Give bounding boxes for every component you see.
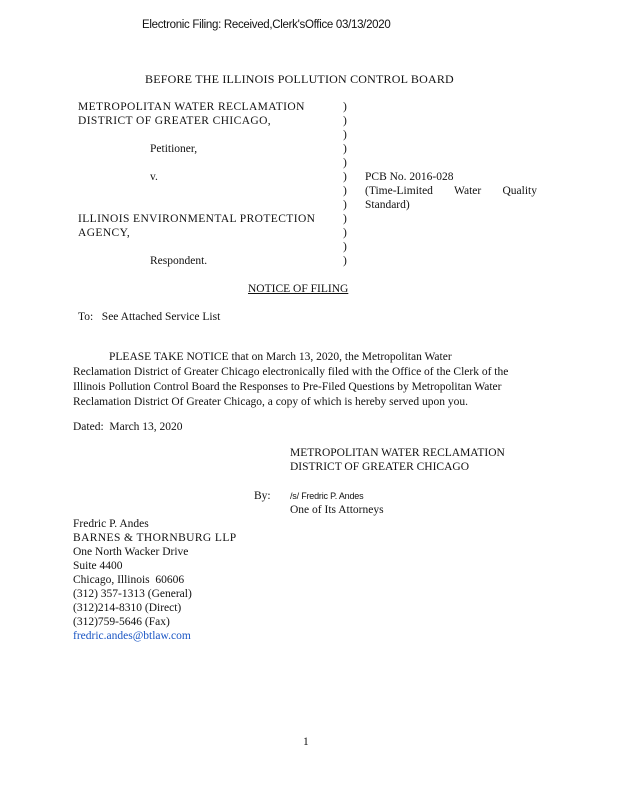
caption-paren: ) [343,213,347,225]
caption-paren: ) [343,101,347,113]
attorney-name: Fredric P. Andes [73,518,149,530]
caption-paren: ) [343,185,347,197]
notice-title: NOTICE OF FILING [248,283,349,295]
electronic-signature: /s/ Fredric P. Andes [290,491,364,501]
caption-paren: ) [343,241,347,253]
address-city: Chicago, Illinois 60606 [73,574,185,586]
to-line: To: See Attached Service List [78,311,221,323]
page-number: 1 [303,736,309,748]
caption-paren: ) [343,143,347,155]
firm-name: BARNES & THORNBURG LLP [73,532,237,544]
address-line1: One North Wacker Drive [73,546,189,558]
board-title: BEFORE THE ILLINOIS POLLUTION CONTROL BOARD [145,72,454,86]
phone-direct: (312)214-8310 (Direct) [73,602,182,614]
notice-body-line: Reclamation District Of Greater Chicago, a copy of which is hereby served upon you. [73,396,469,408]
signature-role: One of Its Attorneys [290,504,384,516]
notice-body-line: Illinois Pollution Control Board the Responses to Pre-Filed Questions by Metropolitan Water [73,381,502,393]
signature-org-line2: DISTRICT OF GREATER CHICAGO [290,461,470,473]
signature-org-line1: METROPOLITAN WATER RECLAMATION [290,447,505,459]
caption-paren: ) [343,129,347,141]
caption-paren: ) [343,115,347,127]
by-label: By: [254,490,271,502]
caption-paren: ) [343,157,347,169]
caption-bracket [343,100,353,268]
notice-body-line: Reclamation District of Greater Chicago electronically filed with the Office of the Clerk of the [73,366,509,378]
email-link[interactable]: fredric.andes@btlaw.com [73,630,191,642]
fax-number: (312)759-5646 (Fax) [73,616,170,628]
caption-paren: ) [343,227,347,239]
filing-stamp: Electronic Filing: Received,Clerk'sOffice 03/13/2020 [142,19,391,31]
respondent-name-line2: AGENCY, [78,227,131,239]
notice-body [73,350,528,410]
caption-paren: ) [343,255,347,267]
petitioner-name-line2: DISTRICT OF GREATER CHICAGO, [78,115,272,127]
versus-label: v. [150,171,158,183]
petitioner-role: Petitioner, [150,143,198,155]
dated-line: Dated: March 13, 2020 [73,421,183,433]
phone-general: (312) 357-1313 (General) [73,588,192,600]
petitioner-name-line1: METROPOLITAN WATER RECLAMATION [78,101,305,113]
respondent-role: Respondent. [150,255,208,267]
caption-paren: ) [343,199,347,211]
caption-paren: ) [343,171,347,183]
case-description-line1: (Time-Limited Water Quality [365,185,537,197]
case-number: PCB No. 2016-028 [365,171,454,183]
respondent-name-line1: ILLINOIS ENVIRONMENTAL PROTECTION [78,213,316,225]
notice-body-line: PLEASE TAKE NOTICE that on March 13, 2020, the Metropolitan Water [109,351,452,363]
address-line2: Suite 4400 [73,560,123,572]
case-description-line2: Standard) [365,199,410,211]
